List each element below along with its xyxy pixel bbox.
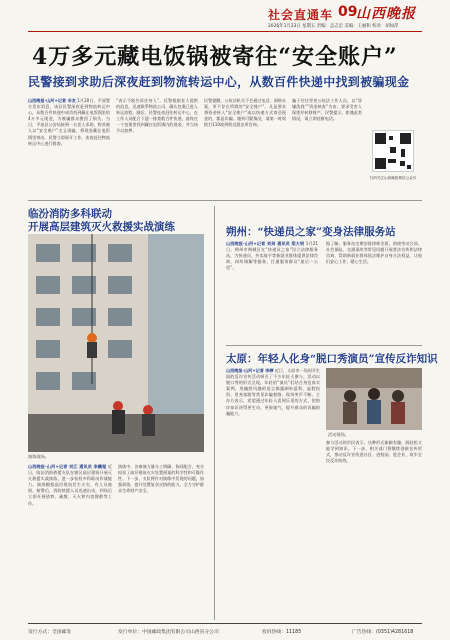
anti-fraud-event-photo — [326, 368, 422, 430]
photo-caption: 演练现场。 — [28, 454, 49, 459]
main-subhead: 民警接到求助后深夜赶到物流转运中心，从数百件快递中找到被骗现金 — [28, 75, 410, 89]
photo-illustration — [326, 368, 422, 430]
newspaper-logo: 山西晚报 — [356, 6, 416, 22]
main-headline: 4万多元藏电饭锅被寄往“安全账户” — [32, 44, 398, 70]
main-story-column-2: “表示不能告诉任何人”。民警根据老人提供的信息，迅速联系物流公司，确认包裹已进入转运流程。随后，民警连夜赶往转运中心，在工作人员配合下逐一排查数百件快递，最终在一个包裹里找到藏在电饭锅内的现金，并当场予以扣押。 — [116, 98, 198, 134]
left-story-column-2: 演练中，各参演力量分工明确、协同配合，充分检验了高层建筑火灾处置预案的科学性和可操作性。下一步，支队将针对演练中发现的问题，加强训练，提升处置复杂灾情的能力，全力守护群众生命财产安全。 — [118, 464, 204, 494]
header-divider — [28, 31, 422, 32]
main-story-column-4: 骗子往往冒充公检法工作人员，以“涉嫌洗钱”“资金核查”为由，要求受害人保密并转移财产。民警提示，如遇此类情况，请立即挂断电话。 — [292, 98, 362, 122]
footer-distribution: 发行方式：全国邮发 — [28, 630, 72, 635]
photo-illustration — [28, 234, 204, 452]
body-text: 近日，临汾消防救援支队在辖区高层建筑开展灭火救援实战演练，进一步检验多科联动作战能力。演练模拟高层建筑发生火灾，有人员被困。接警后，消防救援人员迅速出动，到场后立即开展侦察、疏散、灭火和内攻搜救等工作。 — [28, 464, 112, 506]
body-text: 1月21日，朔州市朔城区在“快递员之家”设立法律服务站，为快递员、外卖骑手等新就业群体提供法律咨询、纠纷调解等服务，打通服务群众“最后一公里”。 — [226, 241, 318, 271]
story-divider — [226, 345, 422, 346]
byline: 山西晚报·山河+记者 辛友 — [28, 98, 76, 103]
footer-ad-hotline: 广告热线：(0351)4281618 — [352, 630, 414, 635]
right-story-1-column-2: 据了解，服务站定期安排律师坐班，围绕劳动合同、社会保险、交通事故等常见问题开展普法宣传和法律咨询，帮助新就业群体依法维护自身合法权益，让他们安心工作、暖心生活。 — [326, 241, 422, 265]
body-text: 1月20日，平遥警方发布消息，该县民警深夜赶到物流转运中心，从数百件快递中成功找到藏在电饭锅里的4万多元现金，为被骗群众挽回了损失。当日，平遥县公安局接到一名老人求助，称其被人以“安全账户”名义诱骗，将现金藏在电饭锅里寄出。民警立即展开工作，连夜赶往物流转运中心进行排查。 — [28, 98, 110, 146]
page-header — [0, 0, 450, 34]
footer-publisher: 发行单位：中国邮政集团有限公司山西省分公司 — [118, 630, 219, 635]
body-text: 近日，太原市一场别开生面的反诈宣传活动吸引了不少年轻人参与。活动以脱口秀的形式呈现，年轻的“演员”们结合身边真实案例，用幽默风趣的语言揭露刷单返利、虚假投资、冒充客服等常见诈骗套路，现场笑声不断。主办方表示，希望通过年轻人喜闻乐见的方式，把防诈知识讲得更生动、更接地气，提升群众的识骗防骗能力。 — [226, 368, 320, 416]
right-story-2-column-2: 参与活动的市民表示，这种形式新颖有趣，既轻松又能学到知识。下一步，相关部门将继续创新宣传形式，推动反诈宣传进社区、进校园、进企业，筑牢全民反诈防线。 — [326, 440, 422, 464]
firefighting-drill-photo — [28, 234, 204, 452]
left-story-title: 临汾消防多科联动 — [28, 208, 112, 220]
footer-hotline: 投诉热线：11185 — [262, 630, 302, 635]
qr-caption: 扫码关注山西晚报微信公众号 — [369, 176, 417, 180]
byline: 山西晚报·山河+记者 刘剑 通讯员 梁大明 — [226, 241, 305, 246]
main-story-column-1 — [28, 98, 110, 195]
byline: 山西晚报·山河+记者 李婷 — [226, 368, 274, 373]
section-title: 社会直通车 — [268, 8, 334, 22]
left-story-column-1 — [28, 464, 112, 620]
page-number: 09 — [338, 4, 358, 20]
issue-meta: 2026年1月23日 星期五 责编：孟志宏 美编：王丽和 校对：胡如萍 — [268, 24, 399, 29]
right-story-1-title: 朔州：“快递员之家”变身法律服务站 — [226, 226, 396, 238]
main-story-column-3: 民警提醒，公检法机关不会通过电话、网络办案，更不存在所谓的“安全账户”。凡是要求将资金转入“安全账户”或以快递方式寄送现金的，都是诈骗。遇到可疑情况，请第一时间拨打110或到附近派出所咨询。 — [204, 98, 286, 128]
photo-caption: 活动现场。 — [328, 432, 349, 437]
right-story-2-column-1 — [226, 368, 320, 620]
left-story-title-2: 开展高层建筑灭火救援实战演练 — [28, 221, 175, 233]
section-divider — [28, 200, 422, 201]
right-story-1-column-1 — [226, 241, 318, 341]
qr-code[interactable] — [372, 130, 414, 172]
page-footer — [0, 624, 450, 640]
byline: 山西晚报·山河+记者 刘江 通讯员 李鹏程 — [28, 464, 107, 469]
column-divider — [214, 206, 215, 620]
right-story-2-title: 太原：年轻人化身“脱口秀演员”宣传反诈知识 — [226, 353, 438, 365]
